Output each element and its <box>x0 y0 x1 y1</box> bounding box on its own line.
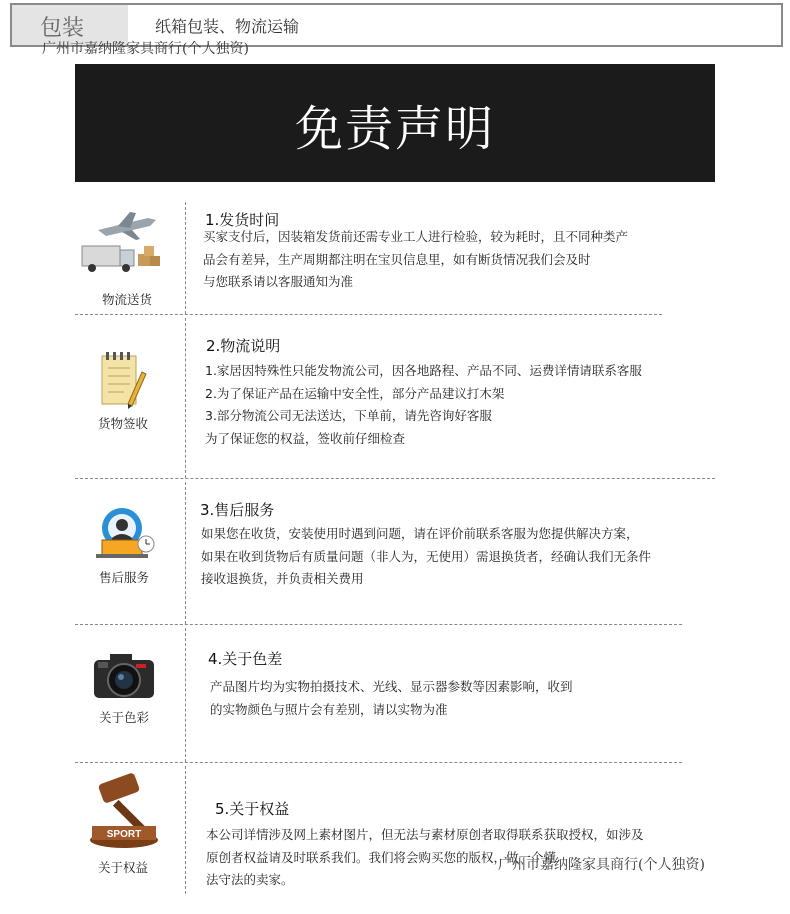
vertical-divider <box>185 318 186 478</box>
watermark-top: 广州市嘉纳隆家具商行(个人独资) <box>42 41 249 57</box>
horizontal-divider <box>75 762 682 763</box>
body-line: 接收退换货，并负责相关费用 <box>201 571 364 586</box>
body-line: 1.家居因特殊性只能发物流公司，因各地路程、产品不同、运费详情请联系客服 <box>205 363 642 378</box>
body-line: 如果您在收货，安装使用时遇到问题，请在评价前联系客服为您提供解决方案， <box>201 526 639 541</box>
watermark-bottom: 广州市嘉纳隆家具商行(个人独资) <box>498 857 705 873</box>
horizontal-divider <box>75 314 662 315</box>
body-line: 产品图片均为实物拍摄技术、光线、显示器参数等因素影响，收到 <box>210 679 573 694</box>
section-title: 4.关于色差 <box>208 650 283 668</box>
section-title: 5.关于权益 <box>215 800 290 818</box>
horizontal-divider <box>75 478 715 479</box>
body-line: 与您联系请以客服通知为准 <box>203 274 354 289</box>
vertical-divider <box>185 482 186 624</box>
section-body <box>205 360 642 450</box>
icon-label: 售后服务 <box>98 570 149 585</box>
banner-title: 免责声明 <box>294 101 495 157</box>
header-tab-label: 包装 <box>40 16 85 41</box>
notepad-pencil-icon <box>98 350 148 410</box>
section-title: 3.售后服务 <box>200 501 275 519</box>
icon-label: 关于权益 <box>97 860 148 875</box>
body-line: 本公司详情涉及网上素材图片，但无法与素材原创者取得联系获取授权，如涉及 <box>206 827 644 842</box>
body-line: 为了保证您的权益，签收前仔细检查 <box>205 430 406 446</box>
horizontal-divider <box>75 624 682 625</box>
section-title: 2.物流说明 <box>206 337 281 355</box>
vertical-divider <box>185 628 186 762</box>
section-body <box>210 676 573 721</box>
body-line: 原创者权益请及时联系我们。我们将会购买您的版权，做一个懂 <box>206 849 557 865</box>
customer-service-icon <box>92 506 158 562</box>
icon-label: 物流送货 <box>101 292 152 307</box>
gavel-text: SPORT <box>106 829 142 840</box>
body-line: 品会有差异，生产周期都注明在宝贝信息里，如有断货情况我们会及时 <box>203 251 591 267</box>
vertical-divider <box>185 202 186 314</box>
section-title: 1.发货时间 <box>205 211 280 229</box>
header-subtitle: 纸箱包装、物流运输 <box>155 17 300 36</box>
body-line: 买家支付后，因装箱发货前还需专业工人进行检验，较为耗时，且不同种类产 <box>203 229 629 244</box>
body-line: 法守法的卖家。 <box>206 872 294 887</box>
body-line: 2.为了保证产品在运输中安全性，部分产品建议打木架 <box>205 385 505 401</box>
body-line: 3.部分物流公司无法送达，下单前，请先咨询好客服 <box>205 408 492 423</box>
gavel-icon <box>84 772 176 852</box>
camera-icon <box>92 650 156 702</box>
body-line: 的实物颜色与照片会有差别，请以实物为准 <box>210 701 448 717</box>
icon-label: 关于色彩 <box>98 710 149 725</box>
title-banner <box>75 64 715 182</box>
body-line: 如果在收到货物后有质量问题（非人为，无使用）需退换货者，经确认我们无条件 <box>201 548 652 564</box>
vertical-divider <box>185 766 186 894</box>
section-body <box>201 523 651 591</box>
icon-label: 货物签收 <box>97 416 148 431</box>
section-body <box>203 226 628 294</box>
truck-plane-icon <box>78 210 162 278</box>
